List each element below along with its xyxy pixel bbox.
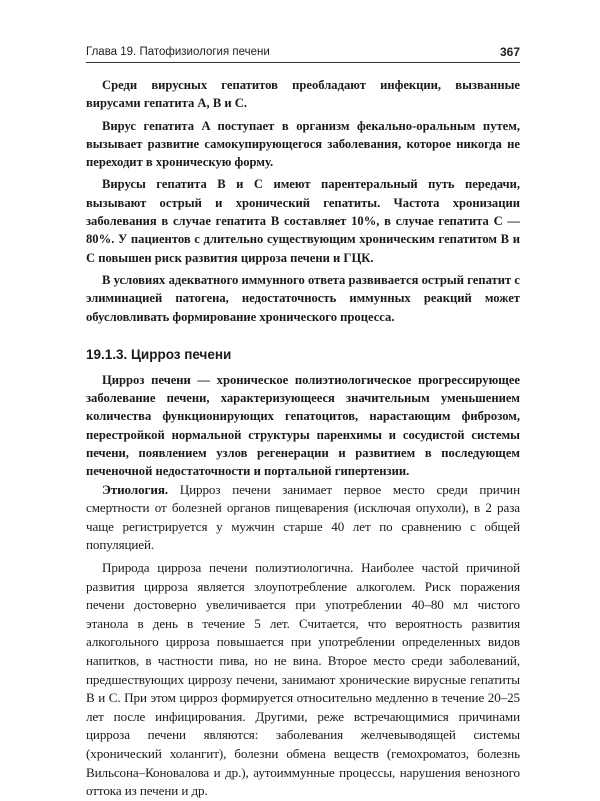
page-number: 367 <box>499 45 520 59</box>
causes-paragraph: Природа цирроза печени полиэтиологична. Наиболее частой причиной развития цирроза является злоупотребление алкоголем. Риск поражения печени достоверно увеличивается при употреблении 40–80 мл чистого этанола в день в течение 5 лет. Считается, что вероятность развития алкогольного цирроза повышается при употреблении определенных видов напитков, в частности пива, но не вина. Второе место среди заболеваний, предшествующих циррозу печени, занимают хронические вирусные гепатиты B и C. При этом цирроз формируется относительно медленно в течение 20–25 лет после инфицирования. Другими, реже встречающимися причинами цирроза печени являются: заболевания желчевыводящей системы (хронический холангит), болезни обмена веществ (гемохроматоз, болезнь Вильсона–Коновалова и др.), аутоиммунные процессы, нарушения венозного оттока из печени и др. <box>86 560 520 799</box>
intro-paragraph: Вирус гепатита A поступает в организм фекально-оральным путем, вызывает развитие самокупирующегося заболевания, которое никогда не переходит в хроническую форму. <box>86 118 520 170</box>
intro-paragraph: Среди вирусных гепатитов преобладают инфекции, вызванные вирусами гепатита A, B и C. <box>86 78 520 111</box>
section-heading: 19.1.3. Цирроз печени <box>86 346 232 362</box>
chapter-title: Глава 19. Патофизиология печени <box>86 46 270 58</box>
intro-paragraph: Вирусы гепатита B и C имеют парентеральный путь передачи, вызывают острый и хронический гепатиты. Частота хронизации заболевания в случае гепатита B составляет 10%, в случае гепатита C — 80%. У пациентов с длительно существующим хроническим гепатитом B и C повышен риск развития цирроза печени и ГЦК. <box>86 177 520 265</box>
running-header <box>86 44 520 62</box>
page-body <box>86 76 520 801</box>
header-rule <box>86 62 520 63</box>
etiology-paragraph <box>86 481 520 555</box>
etiology-label: Этиология. <box>102 481 168 497</box>
definition-paragraph: Цирроз печени — хроническое полиэтиологическое прогрессирующее заболевание печени, характеризующееся значительным уменьшением количества функционирующих гепатоцитов, нарастающим фиброзом, перестройкой нормальной структуры паренхимы и сосудистой системы печени, появлением узлов регенерации и развитием в последующем печеночной недостаточности и портальной гипертензии. <box>86 372 520 479</box>
intro-paragraph: В условиях адекватного иммунного ответа развивается острый гепатит с элиминацией патогена, недостаточность иммунных реакций может обусловливать формирование хронического процесса. <box>86 272 520 324</box>
etiology-text: Цирроз печени занимает первое место среди причин смертности от болезней органов пищеварения (исключая опухоли), в 2 раза чаще регистрируется у мужчин старше 40 лет по сравнению с общей популяцией. <box>86 481 520 553</box>
